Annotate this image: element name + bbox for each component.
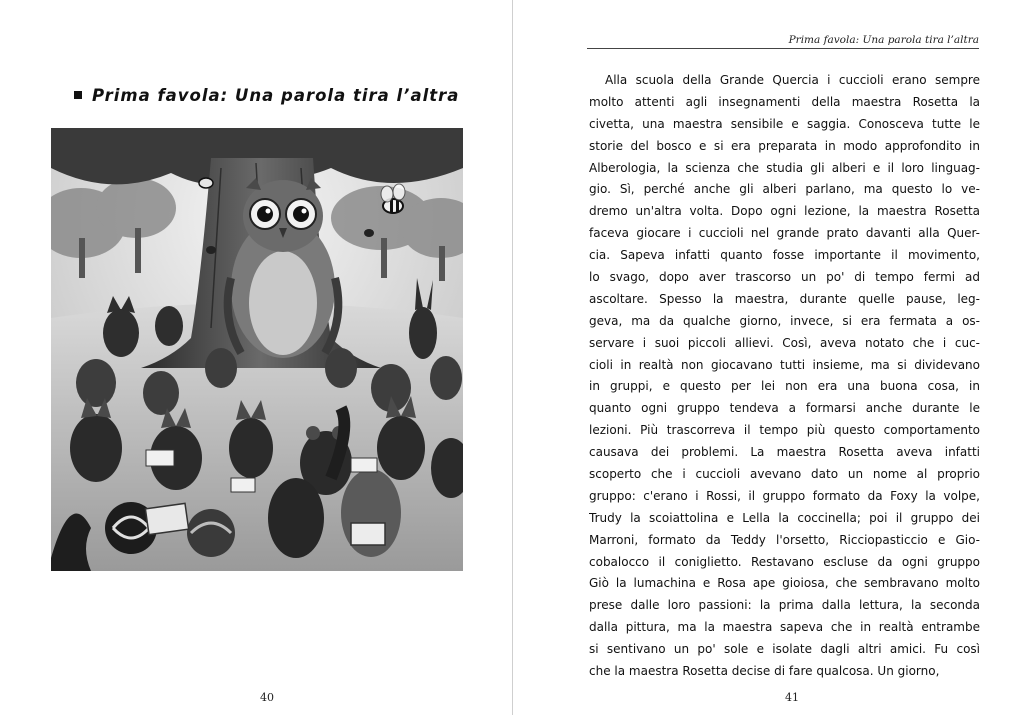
text-line: faceva giocare i cuccioli nel grande prato davanti alla Quer- [589, 226, 980, 241]
running-head-rule [587, 48, 979, 49]
body-text [589, 70, 980, 683]
text-line: lo svago, dopo aver trascorso un po' di tempo fermi ad [589, 270, 980, 285]
chapter-heading [74, 86, 494, 105]
text-line: scoperto che i cuccioli avevano dato un nome al proprio [589, 467, 980, 482]
text-line: dremo un'altra volta. Dopo ogni lezione, la maestra Rosetta [589, 204, 980, 219]
text-line: cioli in realtà non giocavano tutti insieme, ma si dividevano [589, 357, 980, 372]
text-line: quanto ogni gruppo tendeva a formarsi anche durante le [589, 401, 980, 416]
text-line: lezioni. Più trascorreva il tempo più questo comportamento [589, 423, 980, 438]
text-line: gruppo: c'erano i Rossi, il gruppo formato da Foxy la volpe, [589, 488, 980, 503]
text-line: prese dalle loro passioni: la prima dalla lettura, la seconda [589, 598, 980, 613]
text-line: che la maestra Rosetta decise di fare qualcosa. Un giorno, [589, 664, 940, 679]
text-line: molto attenti agli insegnamenti della maestra Rosetta la [589, 94, 980, 109]
right-page [513, 0, 1024, 715]
text-line: in gruppi, e questo per lei non era una buona cosa, in [589, 379, 980, 394]
owl-teacher-illustration [51, 128, 463, 571]
page-number-right: 41 [785, 691, 799, 704]
text-line: gio. Sì, perché anche gli alberi parlano, ma questo lo ve- [589, 182, 980, 197]
text-line: cobalocco il coniglietto. Restavano escluse da ogni gruppo [589, 554, 980, 569]
text-line: storie del bosco e si era preparata in modo approfondito in [589, 138, 980, 153]
text-line: Alla scuola della Grande Quercia i cuccioli erano sempre [605, 73, 980, 87]
text-line: si sentivano un po' sole e isolate dagli altri amici. Fu così [589, 642, 980, 657]
chapter-heading-text: Prima favola: Una parola tira l’altra [92, 86, 460, 105]
text-line: Alberologia, la scienza che studia gli alberi e il loro linguag- [589, 160, 980, 175]
page-number-left: 40 [260, 691, 274, 704]
square-bullet-icon [74, 91, 82, 99]
text-line: geva, ma da qualche giorno, invece, si era fermata a os- [589, 313, 980, 328]
text-line: Trudy la scoiattolina e Lella la coccinella; poi il gruppo dei [589, 510, 980, 525]
text-line: Giò la lumachina e Rosa ape gioiosa, che sembravano molto [589, 576, 980, 591]
text-line: Marroni, formato da Teddy l'orsetto, Ricciopasticcio e Gio- [589, 532, 980, 547]
text-line: civetta, una maestra sensibile e saggia. Conosceva tutte le [589, 116, 980, 131]
text-line: ascoltare. Spesso la maestra, durante quelle pause, leg- [589, 291, 980, 306]
text-line: dalla pittura, ma la maestra sapeva che in realtà entrambe [589, 620, 980, 635]
text-line: cia. Sapeva infatti quanto fosse importante il movimento, [589, 248, 980, 263]
text-line: causava dei problemi. La maestra Rosetta aveva infatti [589, 445, 980, 460]
illustration-drawing [51, 128, 463, 571]
running-head: Prima favola: Una parola tira l’altra [788, 34, 979, 46]
text-line: servare i suoi piccoli allievi. Così, aveva notato che i cuc- [589, 335, 980, 350]
